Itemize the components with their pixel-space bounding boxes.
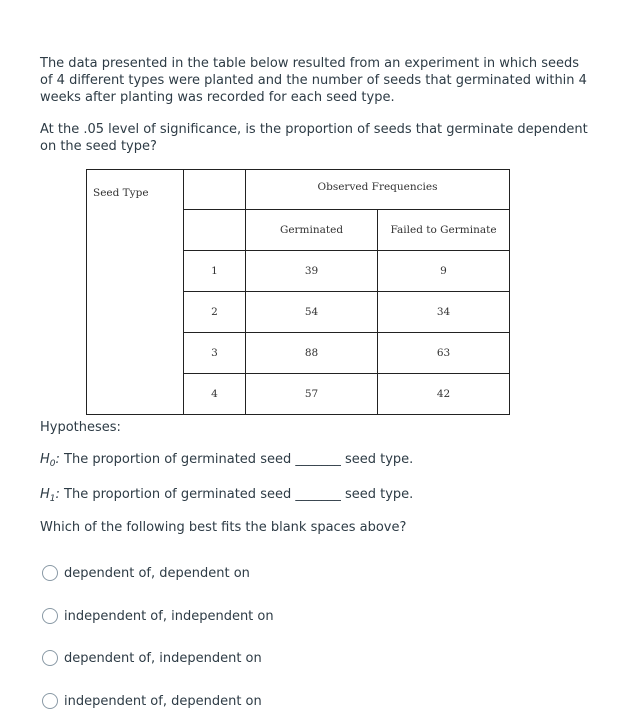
h1-colon: : bbox=[55, 487, 60, 502]
table-subheader-empty bbox=[184, 210, 246, 251]
question-prompt: Which of the following best fits the blank spaces above? bbox=[40, 520, 407, 535]
h1-text: The proportion of germinated seed bbox=[59, 487, 296, 502]
answer-option-3[interactable] bbox=[42, 648, 262, 668]
h1-blank: _______ bbox=[295, 487, 341, 502]
radio-button[interactable] bbox=[42, 693, 58, 709]
answer-option-2[interactable] bbox=[42, 606, 274, 626]
answer-option-label[interactable]: dependent of, independent on bbox=[64, 650, 262, 666]
h0-colon: : bbox=[55, 452, 60, 467]
failed-cell: 42 bbox=[378, 374, 510, 415]
h0-blank: _______ bbox=[295, 452, 341, 467]
h1-symbol: H bbox=[40, 487, 50, 502]
failed-column-header: Failed to Germinate bbox=[378, 210, 510, 251]
answer-option-label[interactable]: independent of, independent on bbox=[64, 608, 274, 624]
alternative-hypothesis bbox=[40, 486, 413, 505]
answer-option-label[interactable]: independent of, dependent on bbox=[64, 693, 262, 709]
radio-button[interactable] bbox=[42, 608, 58, 624]
seed-type-cell: 3 bbox=[184, 333, 246, 374]
null-hypothesis bbox=[40, 451, 413, 470]
germinated-cell: 54 bbox=[246, 292, 378, 333]
h0-end: seed type. bbox=[340, 452, 414, 467]
failed-cell: 34 bbox=[378, 292, 510, 333]
seed-type-cell: 2 bbox=[184, 292, 246, 333]
failed-cell: 9 bbox=[378, 251, 510, 292]
h0-text: The proportion of germinated seed bbox=[59, 452, 296, 467]
germinated-cell: 57 bbox=[246, 374, 378, 415]
hypotheses-label: Hypotheses: bbox=[40, 420, 121, 435]
seed-type-cell: 1 bbox=[184, 251, 246, 292]
h0-subscript: 0 bbox=[49, 459, 56, 469]
h1-end: seed type. bbox=[340, 487, 414, 502]
answer-option-4[interactable] bbox=[42, 691, 262, 711]
seed-type-header: Seed Type bbox=[87, 170, 184, 415]
germinated-cell: 88 bbox=[246, 333, 378, 374]
question-paragraph-significance: At the .05 level of significance, is the proportion of seeds that germinate dependent on the seed type? bbox=[40, 122, 588, 154]
table-header-row bbox=[87, 170, 510, 210]
germinated-cell: 39 bbox=[246, 251, 378, 292]
question-paragraph-intro: The data presented in the table below resulted from an experiment in which seeds of 4 different types were planted and the number of seeds that germinated within 4 weeks after planting was recorded for each seed type. bbox=[40, 56, 587, 105]
table-header-empty bbox=[184, 170, 246, 210]
germinated-column-header: Germinated bbox=[246, 210, 378, 251]
radio-button[interactable] bbox=[42, 565, 58, 581]
answer-option-1[interactable] bbox=[42, 563, 250, 583]
failed-cell: 63 bbox=[378, 333, 510, 374]
h0-symbol: H bbox=[40, 452, 50, 467]
seed-type-cell: 4 bbox=[184, 374, 246, 415]
answer-option-label[interactable]: dependent of, dependent on bbox=[64, 565, 250, 581]
observed-frequencies-header: Observed Frequencies bbox=[246, 170, 510, 210]
observed-frequencies-table bbox=[86, 169, 510, 415]
radio-button[interactable] bbox=[42, 650, 58, 666]
h1-subscript: 1 bbox=[49, 494, 56, 504]
